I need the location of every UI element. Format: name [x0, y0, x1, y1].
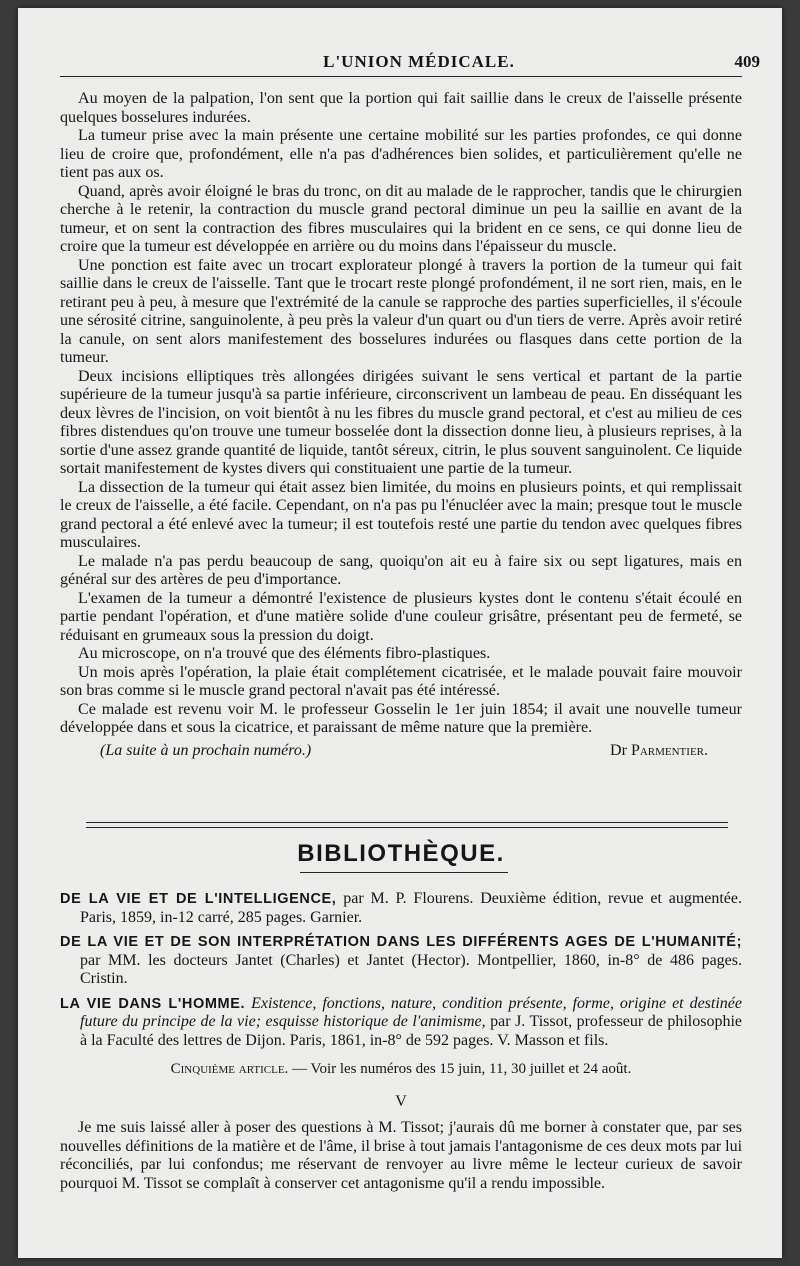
entry-title: LA VIE DANS L'HOMME.: [60, 995, 246, 1012]
article-label: Cinquième article.: [170, 1061, 289, 1077]
section-divider: [86, 822, 728, 828]
bibliography-entry: [60, 933, 742, 989]
header-rule: [60, 76, 742, 77]
page-number: 409: [734, 52, 760, 71]
paragraph: Le malade n'a pas perdu beaucoup de sang, quoiqu'on ait eu à faire six ou sept ligatures, mais en général sur des artères de peu d'importance.: [60, 552, 742, 588]
section-title: BIBLIOTHÈQUE.: [297, 840, 505, 867]
paragraph: Au microscope, on n'a trouvé que des éléments fibro-plastiques.: [78, 645, 491, 662]
entry-title: DE LA VIE ET DE SON INTERPRÉTATION DANS LES DIFFÉRENTS AGES DE L'HUMANITÉ;: [60, 934, 742, 950]
paragraph: L'examen de la tumeur a démontré l'existence de plusieurs kystes dont le contenu s'était écoulé en partie pendant l'opération, et d'une matière solide d'une couleur grisâtre, présentant peu de fermeté, se réduisant en grumeaux sous la pression du doigt.: [60, 589, 742, 644]
paragraph: Au moyen de la palpation, l'on sent que la portion qui fait saillie dans le creux de l'aisselle présente quelques bosselures indurées.: [60, 90, 742, 126]
entry-title: DE LA VIE ET DE L'INTELLIGENCE,: [60, 891, 337, 907]
bibliography: [60, 890, 742, 1193]
continuation-line: [60, 742, 742, 762]
article-line: [60, 1060, 742, 1079]
paragraph: Je me suis laissé aller à poser des questions à M. Tissot; j'aurais dû me borner à constater que, par ses nouvelles définitions de la matière et de l'âme, il brise à tout jamais l'antagonisme de ces deux mots par lui réconciliés, par lui confondus; me réservant de renvoyer au livre même le lecteur curieux de savoir pourquoi M. Tissot se complaît à conserver cet antagonisme qu'il a rendu impossible.: [60, 1119, 743, 1192]
paragraph: Une ponction est faite avec un trocart explorateur plongé à travers la portion de la tumeur qui fait saillie dans le creux de l'aisselle. Tant que le trocart reste plongé profondément, il ne sort rien, mais, en le retirant peu à peu, à mesure que l'extrémité de la canule se rapproche des parties superficielles, il s'écoule une sérosité citrine, sanguinolente, à peu près la valeur d'un quart ou d'un tiers de verre. Après avoir retiré la canule, on sent alors manifestement des bosselures indurées ou flasques dans cette portion de la tumeur.: [60, 256, 742, 366]
paragraph: La dissection de la tumeur qui était assez bien limitée, du moins en plusieurs points, et qui remplissait le creux de l'aisselle, a été facile. Cependant, on n'a pas pu l'énucléer avec la main; presque tout le muscle grand pectoral a été enlevé avec la tumeur; il est toutefois resté une partie du tendon avec quelques fibres musculaires.: [60, 478, 742, 551]
bibliography-entry: [60, 890, 742, 927]
author-signature: [610, 742, 708, 761]
article-reference: — Voir les numéros des 15 juin, 11, 30 juillet et 24 août.: [288, 1061, 632, 1077]
entry-details: par MM. les docteurs Jantet (Charles) et Jantet (Hector). Montpellier, 1860, in-8° de 486 pages. Cristin.: [80, 951, 742, 987]
running-title: L'UNION MÉDICALE.: [323, 52, 515, 71]
section-numeral: V: [395, 1092, 407, 1110]
entry-details: par M. P. Flourens. Deuxième édition, revue et augmentée. Paris, 1859, in-12 carré, 285 pages. Garnier.: [80, 890, 743, 926]
paragraph: Quand, après avoir éloigné le bras du tronc, on dit au malade de le rapprocher, tandis que le chirurgien cherche à le retenir, la contraction du muscle grand pectoral diminue un peu la saillie en avant de la tumeur, et on sent la contraction des fibres musculaires qui la brident en ce sens, ce qui donne lieu de croire que la tumeur est développée en arrière ou du moins dans l'épaisseur du muscle.: [60, 182, 742, 255]
case-report-text: [60, 90, 742, 762]
section-title-rule: [300, 872, 508, 873]
paragraph: Un mois après l'opération, la plaie était complétement cicatrisée, et le malade pouvait faire mouvoir son bras comme si le muscle grand pectoral n'avait pas été intéressé.: [60, 663, 742, 699]
entry-details: par J. Tissot, professeur de philosophie à la Faculté des lettres de Dijon. Paris, 1861, in-8° de 592 pages. V. Masson et fils.: [80, 1013, 743, 1049]
paragraph: La tumeur prise avec la main présente une certaine mobilité sur les parties profondes, ce qui donne lieu de croire que, profondément, elle n'a pas d'adhérences bien solides, et particulièrement qu'elle ne tient pas aux os.: [60, 127, 742, 181]
page-header: [78, 48, 760, 78]
author-name: Parmentier.: [630, 741, 708, 759]
author-title: Dr: [610, 741, 627, 759]
continued-note: (La suite à un prochain numéro.): [100, 741, 312, 759]
entry-subtitle: Existence, fonctions, nature, condition présente, forme, origine et destinée future du principe de la vie; esquisse historique de l'animisme,: [80, 994, 742, 1030]
paragraph: Deux incisions elliptiques très allongées dirigées suivant le sens vertical et partant de la partie supérieure de la tumeur jusqu'à sa partie inférieure, circonscrivent un lambeau de peau. En disséquant les deux lèvres de l'incision, on voit bientôt à nu les fibres du muscle grand pectoral, et c'est au milieu de ces fibres distendues qu'on trouve une tumeur bosselée dont la dissection donne lieu, à plusieurs reprises, à la sortie d'une assez grande quantité de liquide, tantôt séreux, citrin, le plus souvent sanguinolent. Ce liquide sortait manifestement de kystes divers qui constituaient une partie de la tumeur.: [60, 367, 742, 477]
bibliography-entry: [60, 995, 742, 1051]
paragraph: Ce malade est revenu voir M. le professeur Gosselin le 1er juin 1854; il avait une nouvelle tumeur développée dans et sous la cicatrice, et paraissant de même nature que la première.: [60, 700, 742, 736]
